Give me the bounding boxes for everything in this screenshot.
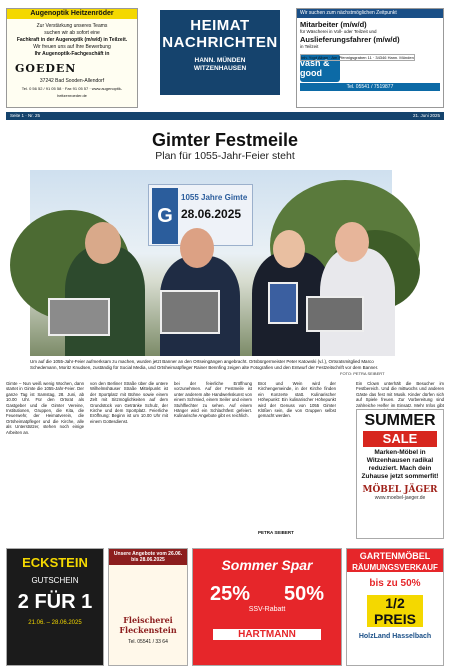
header-ad-optik[interactable] — [6, 8, 138, 108]
ad-logo: GOEDEN — [15, 62, 77, 75]
ad-sale: SALE — [363, 431, 437, 447]
article-column-5: Ein Clown unterhält die Besucher im Festbereich. Und die mittwochs und anderen Gäste das fest mit Musik. Kinder dürfen sich auf Spiele freuen. Zur Vorbereitung sind zahlreiche Helfer im Einsatz. Mehr Infos gibt — [356, 381, 444, 408]
ad-date: 21.06. – 28.06.2025 — [28, 620, 82, 626]
ad-title: Augenoptik Heitzenröder — [7, 9, 137, 19]
header-ad-vash[interactable] — [296, 8, 444, 108]
ad-gartenmoebel[interactable] — [346, 548, 444, 666]
job-sub: für Wäscherei in Voll- oder Teilzeit und — [300, 29, 377, 34]
ad-summer: SUMMER — [364, 412, 436, 429]
person-head — [273, 230, 305, 268]
photo-credit: FOTO: PETRA SEIBERT — [340, 371, 385, 376]
person-head — [85, 222, 121, 264]
ad-sub: GUTSCHEIN — [31, 576, 79, 585]
ad-line: Zur Verstärkung unseres Teams — [36, 23, 108, 29]
ad-brand: HARTMANN — [213, 629, 321, 640]
issue-date: 21. Juni 2025 — [412, 113, 440, 118]
ad-sub: SSV-Rabatt — [248, 606, 286, 613]
ad-sub: RÄUMUNGSVERKAUF — [347, 563, 443, 572]
masthead-sub-2: WITZENHAUSEN — [193, 65, 247, 72]
job-sub: in Teilzeit — [300, 44, 319, 49]
ad-half-price: 1/2 PREIS — [367, 595, 423, 627]
ad-title: Sommer Spar — [221, 557, 313, 573]
ad-web: www.moebel-jaeger.de — [374, 495, 426, 501]
ad-brand: MÖBEL JÄGER — [362, 485, 438, 495]
article-photo — [30, 170, 392, 356]
ad-line: Wir freuen uns auf Ihre Bewerbung — [33, 44, 111, 50]
old-photo — [160, 290, 220, 334]
article-column-3: bei der feierliche Eröffnung vorzunehmen. Auf der Festmeile ist unter anderem alte Handwerkskunst von einem Schmied, einem Seiler und einem Stuhlflechter zu sehen. Auf einem Hänger wird ein Schlachtfest gefeiert. Kulinarische Angebote gibt es reichlich. — [174, 381, 252, 419]
ad-hours: Unsere Angebote vom 26.06. bis 28.06.2025 — [109, 549, 187, 565]
masthead-title-2: NACHRICHTEN — [162, 34, 278, 51]
banner-text: 1055 Jahre Gimte — [181, 193, 248, 202]
article-column-4: Brot und Wein wird der Kirchengemeinde, in der Kirche finden ein Konzerte statt. Kulinarischer Höhepunkt: Ein kulinarischer Höhepunkt wird der Genuss von 1055 Gimter Klößen sein, die von Gruppen selbst gemacht werden. — [258, 381, 336, 419]
masthead-title-1: HEIMAT — [190, 17, 250, 34]
ad-discount-1: 25% — [209, 583, 251, 605]
job-title: Mitarbeiter (m/w/d) — [300, 20, 367, 29]
ad-offer: 2 FÜR 1 — [17, 591, 93, 613]
ad-line: Tel. 0 56 52 / 91 05 58 · Fax 91 05 57 · www.augenoptik-heitzenroeder.de — [21, 86, 123, 98]
article-column-1: Gimte – Nun weiß wenig Wochen, dann startet in Gimte die 1055-Jahr-Feier. Der ganze Tag ist Samstag, 28. Juni, ab 10.00 Uhr. Für den Ortsrat als Gastgeber und die Gimter Vereine, Institutionen, Gruppen, die Kita, die Feuerwehr, der Heimatverein, die Ortsheimatpfleger und die Kirche, alle als Unterstützer, stehen noch einige Arbeiten an. — [6, 381, 84, 435]
person-head — [335, 222, 369, 262]
ad-phone: Tel. 05541 / 33 64 — [128, 639, 168, 645]
masthead-sub-1: HANN. MÜNDEN — [194, 57, 246, 64]
dateline — [6, 112, 444, 120]
ad-fleischerei[interactable] — [108, 548, 188, 666]
issue-number: Seite 1 · Nr. 25 — [10, 113, 41, 118]
ad-discount: bis zu 50% — [369, 578, 421, 589]
ad-line: 37242 Bad Sooden-Allendorf — [39, 78, 105, 84]
ad-text: Marken-Möbel in Witzenhausen radikal reduziert. Mach dein Zuhause jetzt sommerfit! — [361, 449, 439, 480]
ad-discount-2: 50% — [283, 583, 325, 605]
author-line: PETRA SEIBERT — [258, 530, 294, 535]
ad-line: Fachkraft in der Augenoptik (m/w/d) in Teilzeit. — [16, 37, 128, 43]
ad-line: Ihr Augenoptik-Fachgeschäft in — [34, 51, 110, 57]
ad-eckstein[interactable] — [6, 548, 104, 666]
article-subhead: Plan für 1055-Jahr-Feier steht — [155, 150, 295, 162]
banner-logo: G — [152, 188, 178, 244]
ad-line: suchen wir ab sofort eine — [44, 30, 100, 36]
banner-date: 28.06.2025 — [181, 207, 242, 221]
ad-title: Fleischerei Fleckenstein — [119, 615, 177, 635]
ad-phone: Tel. 05541 / 7519877 — [300, 83, 440, 91]
ad-hartmann[interactable] — [192, 548, 342, 666]
ad-title: GARTENMÖBEL — [347, 549, 443, 563]
ad-address: Inh. Yıgıt Alban · Am Pfennigsgraben 11 · 34346 Hann. Münden — [301, 55, 414, 60]
old-photo — [306, 296, 364, 332]
article-headline: Gimter Festmeile — [151, 130, 299, 150]
summer-sale-ad[interactable] — [356, 409, 444, 539]
ad-brand: HolzLand Hasselbach — [358, 633, 432, 640]
photo-caption: Um auf die 1055-Jahr-Feier aufmerksam zu machen, wurden jetzt Banner an den Ortseingängen angebracht. Ortsbürgermeister Peter Katowski (v.l.), Ortsratsmitglied Marco Schedemann, Moritz Knudsen, zuständig für Social Media, und Ortsheimatpfleger Rainer Bennfing zeigen alte Fotografien und den Entwurf der Festzeitschrift vor dem Banner. — [30, 359, 379, 370]
person-head — [180, 228, 214, 268]
old-photo — [48, 298, 110, 336]
festschrift-draft — [268, 282, 298, 324]
ad-title: ECKSTEIN — [22, 555, 88, 570]
vash-logo: vash & good — [300, 54, 340, 82]
job-title: Auslieferungsfahrer (m/w/d) — [300, 35, 400, 44]
ad-top: Wir suchen zum nächstmöglichen Zeitpunkt — [297, 9, 443, 18]
masthead — [160, 10, 280, 95]
article-column-2: von den Berliner Straße über die untere Wilhelmshäuser Straße Mittelpunkt ist der Sportplatz mit Bühne sowie einem Zelt mit Sitzmöglichkeiten auf dem Grundstück von Getränke Schulz, der Kirche und dem Sportplatz. Feierliche Eröffnung: Beginn ist um 10.00 Uhr mit einem Gottesdienst. — [90, 381, 168, 424]
